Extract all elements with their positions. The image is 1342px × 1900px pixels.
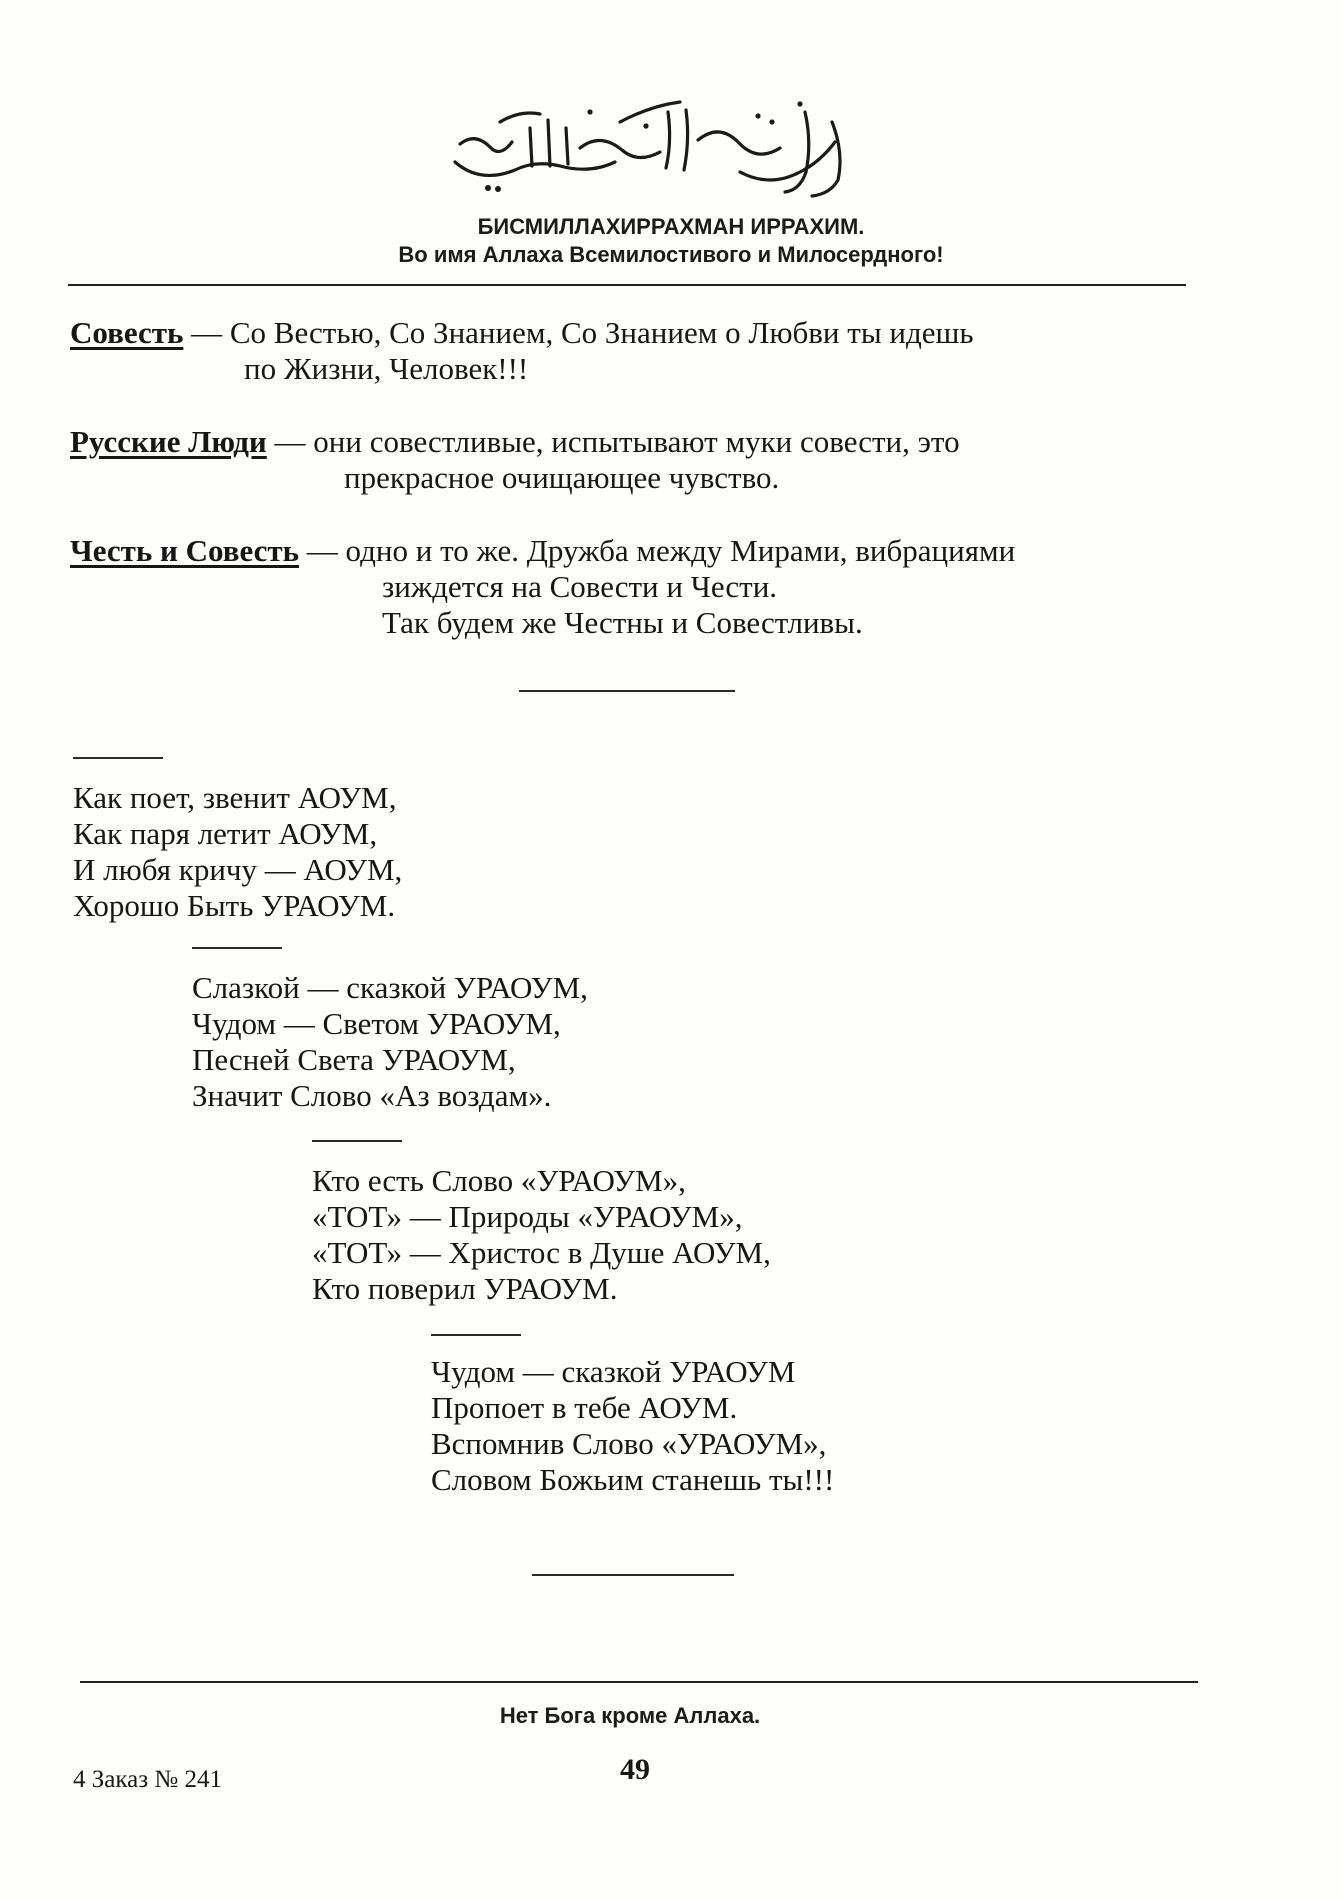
definition-line: одно и то же. Дружба между Мирами, вибрациями <box>345 533 1016 568</box>
verse-line: Слазкой — сказкой УРАОУМ, <box>192 970 588 1005</box>
verse-line: Значит Слово «Аз воздам». <box>192 1078 552 1113</box>
section-divider <box>519 690 735 692</box>
verse-line: Хорошо Быть УРАОУМ. <box>73 888 396 923</box>
stanza-dash <box>431 1334 521 1336</box>
bismillah-calligraphy <box>440 92 860 202</box>
definition-dash: — <box>299 533 346 568</box>
footer-rule <box>80 1681 1198 1683</box>
definition-dash: — <box>183 315 230 350</box>
section-divider <box>532 1574 734 1576</box>
stanza-dash <box>192 947 282 949</box>
verse-line: Как паря летит АОУМ, <box>73 816 378 851</box>
poem-stanza-4 <box>431 1354 834 1498</box>
verse-line: Чудом — сказкой УРАОУМ <box>431 1354 796 1389</box>
verse-line: Как поет, звенит АОУМ, <box>73 780 397 815</box>
definition-line: они совестливые, испытывают муки совести, это <box>313 424 960 459</box>
verse-line: «ТОТ» — Христос в Душе АОУМ, <box>312 1235 771 1270</box>
verse-line: Кто поверил УРАОУМ. <box>312 1271 618 1306</box>
verse-line: Словом Божьим станешь ты!!! <box>431 1462 835 1497</box>
verse-line: И любя кричу — АОУМ, <box>73 852 403 887</box>
definition-line: прекрасное очищающее чувство. <box>344 460 780 495</box>
bismillah-transliteration: БИСМИЛЛАХИРРАХМАН ИРРАХИМ. <box>477 214 865 239</box>
header-rule <box>68 284 1186 286</box>
definition-honor-conscience <box>70 533 1015 569</box>
poem-stanza-3 <box>312 1163 771 1307</box>
poem-stanza-1 <box>73 780 402 924</box>
definition-line: по Жизни, Человек!!! <box>244 351 529 386</box>
definition-conscience <box>70 315 974 351</box>
definition-dash: — <box>266 424 314 459</box>
definition-term: Русские Люди <box>70 424 267 459</box>
definition-line: Так будем же Честны и Совестливы. <box>382 605 863 640</box>
definition-line: Со Вестью, Со Знанием, Со Знанием о Любви ты идешь <box>229 315 974 350</box>
order-label: 4 Заказ № 241 <box>73 1766 222 1793</box>
page-number: 49 <box>620 1753 650 1786</box>
bismillah-translation: Во имя Аллаха Всемилостивого и Милосердного! <box>398 242 944 267</box>
footer-motto: Нет Бога кроме Аллаха. <box>499 1703 761 1728</box>
definition-russian-people <box>70 424 960 460</box>
verse-line: Пропоет в тебе АОУМ. <box>431 1390 738 1425</box>
poem-stanza-2 <box>192 970 588 1114</box>
definition-term: Совесть <box>70 315 184 350</box>
verse-line: Чудом — Светом УРАОУМ, <box>192 1006 561 1041</box>
definition-term: Честь и Совесть <box>70 533 300 568</box>
verse-line: «ТОТ» — Природы «УРАОУМ», <box>312 1199 743 1234</box>
verse-line: Кто есть Слово «УРАОУМ», <box>312 1163 686 1198</box>
stanza-dash <box>312 1140 402 1142</box>
stanza-dash <box>73 757 163 759</box>
verse-line: Вспомнив Слово «УРАОУМ», <box>431 1426 827 1461</box>
definition-line: зиждется на Совести и Чести. <box>382 569 778 604</box>
verse-line: Песней Света УРАОУМ, <box>192 1042 516 1077</box>
